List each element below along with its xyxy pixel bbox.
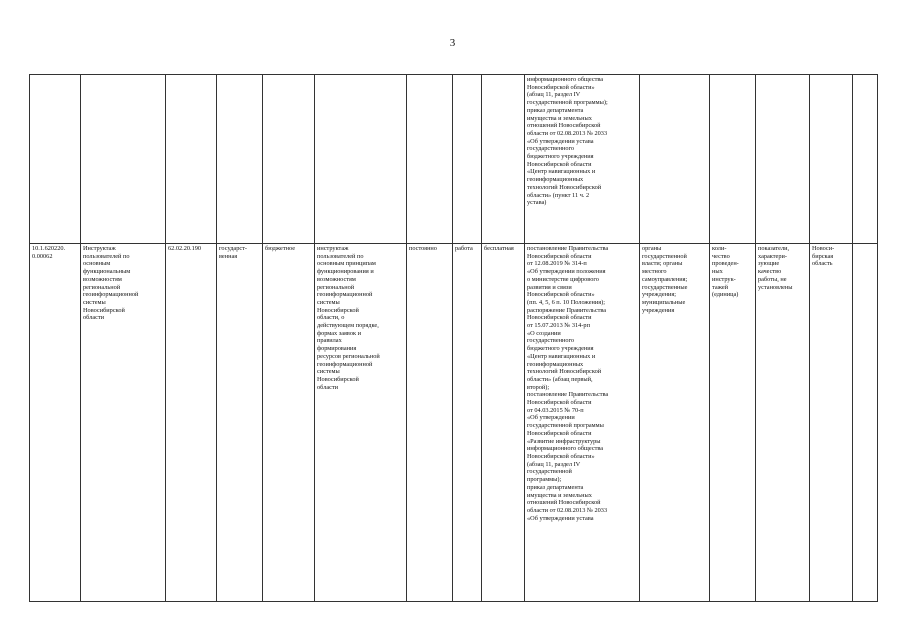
table-row — [30, 75, 878, 244]
content-cell — [315, 75, 407, 244]
type-cell — [453, 75, 482, 244]
owner-cell — [217, 75, 263, 244]
service-code-cell: 10.1.620220. 0.00062 — [30, 244, 81, 602]
consumers-cell — [640, 75, 710, 244]
territory-cell — [810, 75, 853, 244]
service-name-cell: Инструктаж пользователей по основным функциональным возможностям региональной геоинформационной системы Новосибирской области — [81, 244, 166, 602]
quality-indicator-cell: показатели, характери- зующие качество работы, не установлены — [756, 244, 810, 602]
page-number: 3 — [449, 37, 456, 49]
okved-code-cell: 62.02.20.190 — [166, 244, 217, 602]
payment-cell: бесплатная — [482, 244, 525, 602]
payment-cell — [482, 75, 525, 244]
frequency-cell — [407, 75, 453, 244]
volume-indicator-cell: коли- чество проведен- ных инструк- тажей (единица) — [710, 244, 756, 602]
service-code-cell — [30, 75, 81, 244]
legal-basis-cell: постановление Правительства Новосибирской области от 12.08.2019 № 314-п «Об утверждении положения о министерстве цифрового развития и связи Новосибирской области» (пп. 4, 5, 6 п. 10 Положения); распоряжение Правительства Новосибирской области от 15.07.2013 № 314-рп «О создании государственного бюджетного учреждения «Центр навигационных и геоинформационных технологий Новосибирской области» (абзац первый, второй); постановление Правительства Новосибирской области от 04.03.2015 № 70-п «Об утверждении государственной программы Новосибирской области «Развитие инфраструктуры информационного общества Новосибирской области» (абзац 11, раздел IV государственной программы); приказ департамента имущества и земельных отношений Новосибирской области от 02.08.2013 № 2033 «Об утверждении устава — [525, 244, 640, 602]
institution-type-cell: бюджетное — [263, 244, 315, 602]
volume-indicator-cell — [710, 75, 756, 244]
type-cell: работа — [453, 244, 482, 602]
okved-code-cell — [166, 75, 217, 244]
registry-table — [29, 74, 878, 602]
table-row — [30, 244, 878, 602]
extra-cell — [853, 244, 878, 602]
consumers-cell: органы государственной власти; органы местного самоуправления; государственные учреждения; муниципальные учреждения — [640, 244, 710, 602]
institution-type-cell — [263, 75, 315, 244]
territory-cell: Новоси- бирская область — [810, 244, 853, 602]
frequency-cell: постоянно — [407, 244, 453, 602]
quality-indicator-cell — [756, 75, 810, 244]
extra-cell — [853, 75, 878, 244]
content-cell: инструктаж пользователей по основным принципам функционирования и возможностям региональной геоинформационной системы Новосибирской области, о действующем порядке, формах заявок и правилах формирования ресурсов региональной геоинформационной системы Новосибирской области — [315, 244, 407, 602]
owner-cell: государст- венная — [217, 244, 263, 602]
legal-basis-cell: информационного общества Новосибирской области» (абзац 11, раздел IV государственной программы); приказ департамента имущества и земельных отношений Новосибирской области от 02.08.2013 № 2033 «Об утверждении устава государственного бюджетного учреждения Новосибирской области «Центр навигационных и геоинформационных технологий Новосибирской области» (пункт 11 ч. 2 устава) — [525, 75, 640, 244]
service-name-cell — [81, 75, 166, 244]
